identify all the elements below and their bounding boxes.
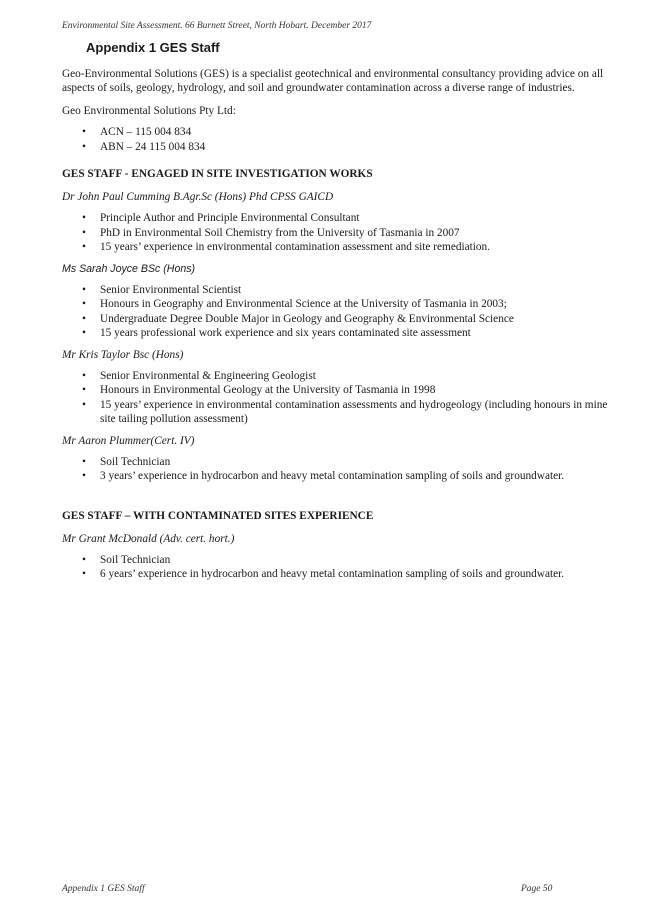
list-item-text: PhD in Environmental Soil Chemistry from the University of Tasmania in 2007	[100, 226, 460, 239]
document-body	[62, 67, 610, 582]
list-item	[62, 455, 610, 470]
bullet-icon: •	[82, 212, 86, 224]
list-item	[62, 369, 610, 384]
bullet-icon: •	[82, 568, 86, 580]
bullet-icon: •	[82, 126, 86, 138]
list-item-text: Undergraduate Degree Double Major in Geology and Geography & Environmental Science	[100, 312, 514, 325]
list-item-text: 3 years’ experience in hydrocarbon and heavy metal contamination sampling of soils and groundwater.	[100, 470, 565, 482]
staff-name: Mr Grant McDonald (Adv. cert. hort.)	[62, 532, 235, 545]
staff-name: Dr John Paul Cumming B.Agr.Sc (Hons) Phd CPSS GAICD	[62, 191, 334, 203]
staff-details-list	[62, 455, 610, 484]
bullet-icon: •	[82, 369, 86, 382]
staff-details-list	[62, 553, 610, 582]
list-item	[62, 211, 610, 226]
list-item-text: ABN – 24 115 004 834	[100, 140, 206, 153]
list-item-text: Soil Technician	[100, 553, 171, 566]
list-item-text: ACN – 115 004 834	[100, 126, 192, 138]
bullet-icon: •	[82, 241, 86, 253]
appendix-title: Appendix 1 GES Staff	[86, 40, 220, 55]
staff-name: Mr Kris Taylor Bsc (Hons)	[62, 348, 184, 361]
list-item-text: 6 years’ experience in hydrocarbon and heavy metal contamination sampling of soils and groundwater.	[100, 568, 565, 580]
list-item	[62, 140, 610, 155]
list-item-text: 15 years’ experience in environmental contamination assessments and hydrogeology (including honours in mine site tailing pollution assessment)	[100, 398, 608, 425]
bullet-icon: •	[82, 553, 86, 566]
intro-paragraph: Geo-Environmental Solutions (GES) is a specialist geotechnical and environmental consultancy providing advice on all aspects of soils, geology, hydrology, and soil and groundwater contamination across a diverse range of industries.	[62, 68, 604, 94]
list-item	[62, 312, 610, 327]
bullet-icon: •	[82, 327, 86, 339]
staff-details-list	[62, 283, 610, 341]
list-item	[62, 383, 610, 398]
company-name: Geo Environmental Solutions Pty Ltd:	[62, 105, 236, 117]
list-item-text: Principle Author and Principle Environmental Consultant	[100, 212, 360, 224]
bullet-icon: •	[82, 298, 86, 310]
list-item	[62, 398, 610, 427]
bullet-icon: •	[82, 226, 86, 239]
list-item	[62, 297, 610, 312]
bullet-icon: •	[82, 312, 86, 325]
staff-details-list	[62, 211, 610, 255]
list-item-text: Honours in Geography and Environmental Science at the University of Tasmania in 2003;	[100, 298, 507, 310]
list-item	[62, 125, 610, 140]
list-item-text: Senior Environmental & Engineering Geologist	[100, 369, 316, 382]
list-item	[62, 326, 610, 341]
list-item-text: Senior Environmental Scientist	[100, 283, 242, 296]
bullet-icon: •	[82, 283, 86, 296]
company-identifiers-list	[62, 125, 610, 154]
bullet-icon: •	[82, 470, 86, 482]
bullet-icon: •	[82, 384, 86, 396]
section-heading-contaminated: GES STAFF – WITH CONTAMINATED SITES EXPERIENCE	[62, 509, 374, 522]
staff-name: Ms Sarah Joyce BSc (Hons)	[62, 262, 196, 275]
list-item	[62, 226, 610, 241]
bullet-icon: •	[82, 455, 86, 468]
bullet-icon: •	[82, 140, 86, 153]
running-header: Environmental Site Assessment. 66 Burnett Street, North Hobart. December 2017	[62, 21, 372, 31]
list-item	[62, 567, 610, 582]
list-item-text: Soil Technician	[100, 455, 171, 468]
list-item	[62, 240, 610, 255]
list-item	[62, 553, 610, 568]
staff-name: Mr Aaron Plummer(Cert. IV)	[62, 434, 195, 447]
staff-details-list	[62, 369, 610, 427]
section-heading-engaged: GES STAFF - ENGAGED IN SITE INVESTIGATION WORKS	[62, 168, 373, 180]
list-item-text: Honours in Environmental Geology at the University of Tasmania in 1998	[100, 384, 436, 396]
bullet-icon: •	[82, 398, 86, 411]
list-item-text: 15 years’ experience in environmental contamination assessment and site remediation.	[100, 241, 491, 253]
footer-title: Appendix 1 GES Staff	[62, 884, 145, 894]
list-item-text: 15 years professional work experience and six years contaminated site assessment	[100, 327, 471, 339]
list-item	[62, 469, 610, 484]
list-item	[62, 283, 610, 298]
page-number: Page 50	[521, 884, 553, 894]
